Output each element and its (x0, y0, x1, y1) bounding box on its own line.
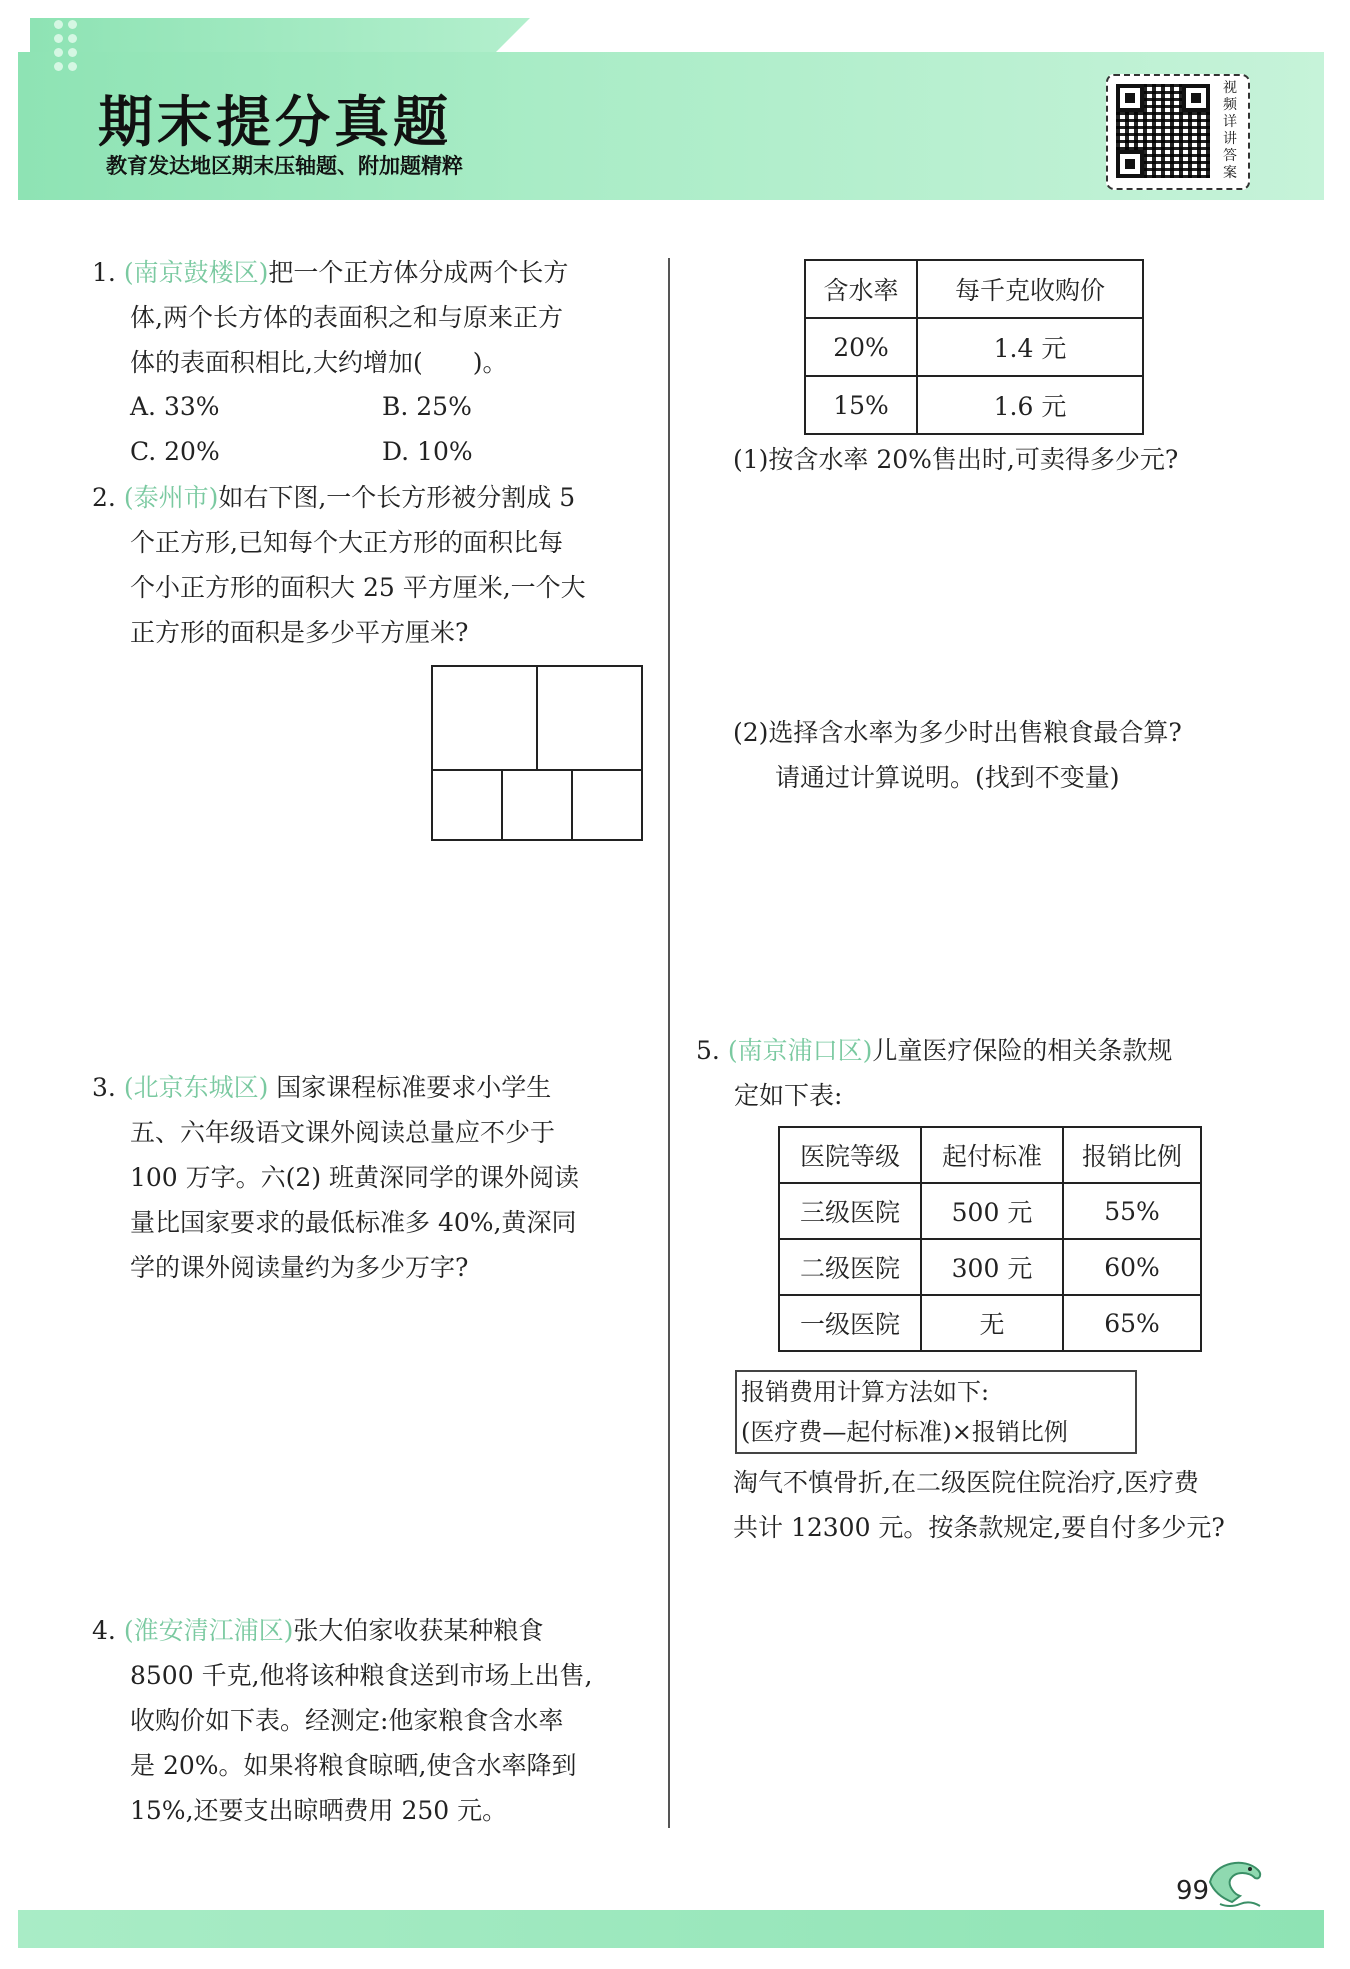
dots-decoration (54, 20, 88, 90)
table-header-row (779, 1127, 1201, 1183)
formula-box (735, 1370, 1137, 1454)
table-row (805, 376, 1143, 434)
option-d[interactable]: D. 10% (382, 437, 473, 466)
page-number: 99 (1176, 1876, 1210, 1906)
question-4 (92, 1608, 652, 1833)
formula-text: (医疗费—起付标准)×报销比例 (741, 1418, 1068, 1446)
question-text: 把一个正方体分成两个长方 (268, 258, 569, 287)
question-3 (92, 1065, 652, 1290)
question-text: 正方形的面积是多少平方厘米? (130, 618, 469, 647)
question-source: (淮安清江浦区) (123, 1616, 294, 1645)
page-subtitle: 教育发达地区期末压轴题、附加题精粹 (106, 154, 463, 178)
table-header-row (805, 260, 1143, 318)
question-text: 个正方形,已知每个大正方形的面积比每 (130, 528, 563, 557)
question-4-part-1: (1)按含水率 20%售出时,可卖得多少元? (733, 445, 1179, 474)
table-cell: 65% (1063, 1295, 1201, 1351)
table-header-cell: 含水率 (805, 260, 917, 318)
question-source: (南京鼓楼区) (123, 258, 269, 287)
question-text: 量比国家要求的最低标准多 40%,黄深同 (130, 1208, 577, 1237)
qr-code-box[interactable] (1106, 74, 1250, 190)
question-2 (92, 475, 652, 655)
question-text: 共计 12300 元。按条款规定,要自付多少元? (733, 1513, 1225, 1542)
question-text: 体,两个长方体的表面积之和与原来正方 (130, 303, 563, 332)
table-cell: 300 元 (921, 1239, 1063, 1295)
table-header-cell: 每千克收购价 (917, 260, 1143, 318)
table-header-cell: 医院等级 (779, 1127, 921, 1183)
dolphin-icon (1200, 1852, 1270, 1912)
option-c[interactable]: C. 20% (130, 437, 220, 466)
question-text: 学的课外阅读量约为多少万字? (130, 1253, 469, 1282)
page-title: 期末提分真题 (98, 90, 453, 154)
question-number: 2. (92, 483, 116, 512)
question-text: 100 万字。六(2) 班黄深同学的课外阅读 (130, 1163, 580, 1192)
question-source: (泰州市) (123, 483, 219, 512)
question-text: 定如下表: (734, 1081, 843, 1110)
table-cell: 15% (805, 376, 917, 434)
question-text: 淘气不慎骨折,在二级医院住院治疗,医疗费 (733, 1468, 1199, 1497)
question-text: 儿童医疗保险的相关条款规 (872, 1036, 1173, 1065)
question-text: 张大伯家收获某种粮食 (293, 1616, 544, 1645)
qr-corner-icon (1116, 150, 1144, 178)
table-cell: 55% (1063, 1183, 1201, 1239)
question-5-body (733, 1460, 1313, 1550)
column-divider (668, 258, 670, 1828)
option-b[interactable]: B. 25% (382, 392, 472, 421)
formula-title: 报销费用计算方法如下: (741, 1378, 990, 1406)
question-source: (北京东城区) (123, 1073, 269, 1102)
table-row (805, 318, 1143, 376)
question-number: 5. (696, 1036, 720, 1065)
question-5 (696, 1028, 1296, 1118)
question-text: 如右下图,一个长方形被分割成 5 (218, 483, 576, 512)
table-cell: 二级医院 (779, 1239, 921, 1295)
qr-corner-icon (1182, 84, 1210, 112)
table-cell: 三级医院 (779, 1183, 921, 1239)
qr-corner-icon (1116, 84, 1144, 112)
question-text: 是 20%。如果将粮食晾晒,使含水率降到 (130, 1751, 577, 1780)
table-cell: 1.4 元 (917, 318, 1143, 376)
question-number: 4. (92, 1616, 116, 1645)
moisture-price-table (804, 259, 1144, 435)
insurance-table (778, 1126, 1202, 1352)
question-text: 8500 千克,他将该种粮食送到市场上出售, (130, 1661, 593, 1690)
footer-band (18, 1910, 1324, 1948)
table-cell: 20% (805, 318, 917, 376)
table-cell: 无 (921, 1295, 1063, 1351)
qr-label: 视频详讲答案 (1223, 80, 1237, 181)
question-1 (92, 250, 652, 385)
question-text: 个小正方形的面积大 25 平方厘米,一个大 (130, 573, 586, 602)
question-text: 国家课程标准要求小学生 (268, 1073, 552, 1102)
table-header-cell: 起付标准 (921, 1127, 1063, 1183)
table-header-cell: 报销比例 (1063, 1127, 1201, 1183)
question-text: 五、六年级语文课外阅读总量应不少于 (130, 1118, 556, 1147)
question-source: (南京浦口区) (727, 1036, 873, 1065)
table-cell: 一级医院 (779, 1295, 921, 1351)
question-number: 3. (92, 1073, 116, 1102)
table-cell: 1.6 元 (917, 376, 1143, 434)
option-a[interactable]: A. 33% (130, 392, 220, 421)
table-row (779, 1183, 1201, 1239)
question-text: 体的表面积相比,大约增加( )。 (130, 348, 508, 377)
question-number: 1. (92, 258, 116, 287)
question-text: (2)选择含水率为多少时出售粮食最合算? (733, 718, 1182, 747)
question-text: 15%,还要支出晾晒费用 250 元。 (130, 1796, 508, 1825)
squares-diagram (430, 664, 646, 844)
table-cell: 60% (1063, 1239, 1201, 1295)
question-text: 请通过计算说明。(找到不变量) (775, 763, 1120, 792)
table-row (779, 1295, 1201, 1351)
table-row (779, 1239, 1201, 1295)
question-text: 收购价如下表。经测定:他家粮食含水率 (130, 1706, 564, 1735)
table-cell: 500 元 (921, 1183, 1063, 1239)
question-4-part-2 (733, 710, 1293, 800)
